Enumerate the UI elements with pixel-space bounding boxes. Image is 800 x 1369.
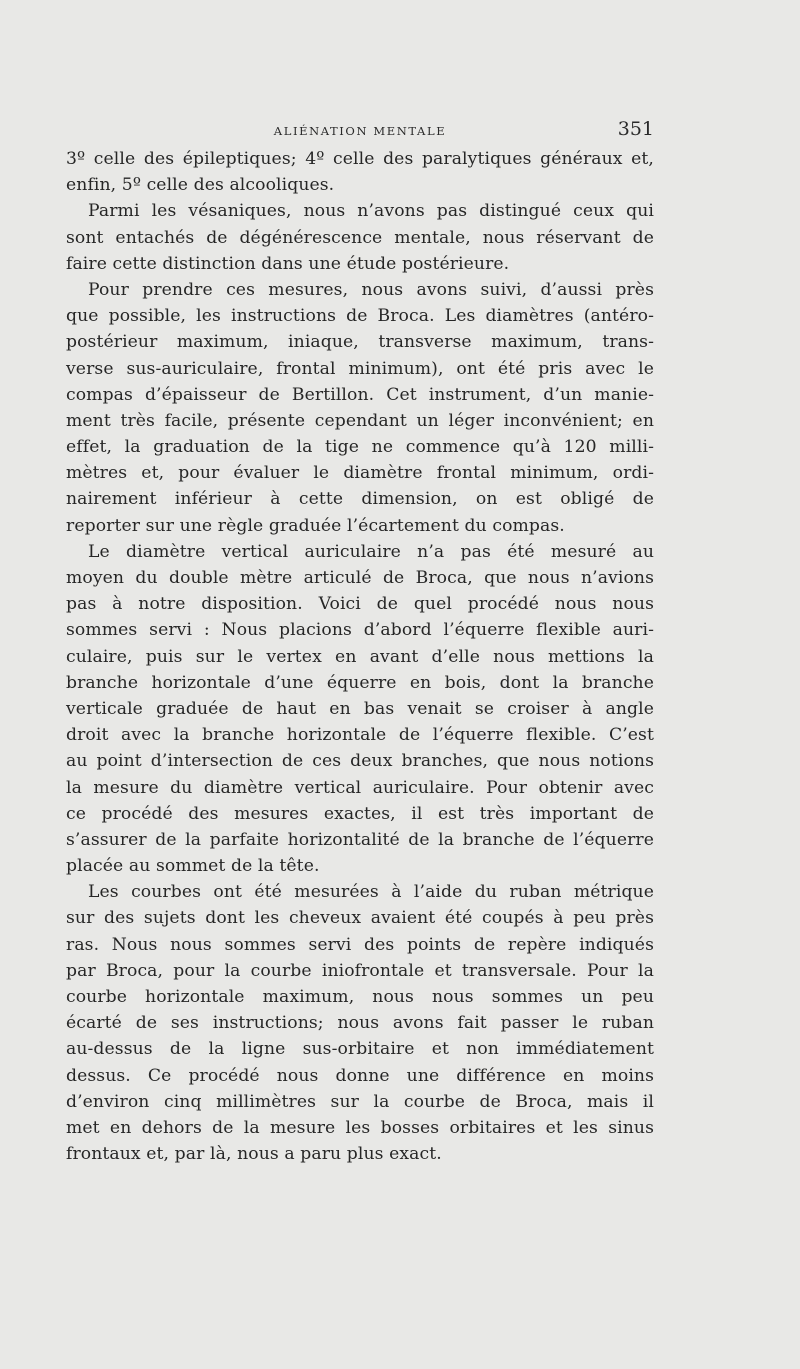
text-line: postérieur maximum, iniaque, transverse maximum, trans- [66,332,654,353]
text-line: pas à notre disposition. Voici de quel procédé nous nous [66,594,654,615]
text-line: dessus. Ce procédé nous donne une différence en moins [66,1065,654,1086]
text-line: mètres et, pour évaluer le diamètre frontal minimum, ordi- [66,463,654,484]
text-line: droit avec la branche horizontale de l’équerre flexible. C’est [66,725,654,746]
text-line: d’environ cinq millimètres sur la courbe de Broca, mais il [66,1091,654,1112]
text-line: compas d’épaisseur de Bertillon. Cet instrument, d’un manie- [66,384,654,405]
paragraph [66,277,654,539]
paragraph [66,879,654,1167]
text-line: 3º celle des épileptiques; 4º celle des paralytiques généraux et, [66,149,654,169]
paragraph [66,198,654,277]
text-line: frontaux et, par là, nous a paru plus exact. [66,1144,442,1165]
text-line: met en dehors de la mesure les bosses orbitaires et les sinus [66,1117,654,1138]
paragraph [66,146,654,198]
text-line: ras. Nous nous sommes servi des points de repère indiqués [66,934,654,955]
page-number: 351 [617,118,654,140]
text-line: Les courbes ont été mesurées à l’aide du ruban métrique [88,882,654,903]
text-line: ment très facile, présente cependant un léger inconvénient; en [66,410,654,431]
text-line: écarté de ses instructions; nous avons fait passer le ruban [66,1013,654,1034]
text-line: la mesure du diamètre vertical auriculaire. Pour obtenir avec [66,777,654,798]
text-line: Le diamètre vertical auriculaire n’a pas été mesuré au [88,541,654,562]
running-head: ALIÉNATION MENTALE [273,124,447,138]
text-line: enfin, 5º celle des alcooliques. [66,175,335,196]
page-header [66,120,654,142]
text-line: branche horizontale d’une équerre en bois, dont la branche [66,672,654,693]
text-line: Parmi les vésaniques, nous n’avons pas distingué ceux qui [88,201,654,222]
text-line: reporter sur une règle graduée l’écartement du compas. [66,515,565,536]
text-line: verticale graduée de haut en bas venait se croiser à angle [66,698,654,719]
body-text [66,146,654,1167]
text-line: culaire, puis sur le vertex en avant d’elle nous mettions la [66,646,654,667]
text-line: faire cette distinction dans une étude postérieure. [66,253,510,274]
text-line: courbe horizontale maximum, nous nous sommes un peu [66,987,654,1007]
text-line: ce procédé des mesures exactes, il est très important de [66,803,654,824]
text-line: sommes servi : Nous placions d’abord l’équerre flexible auri- [66,620,654,641]
text-line: verse sus-auriculaire, frontal minimum), ont été pris avec le [66,358,654,379]
text-line: Pour prendre ces mesures, nous avons suivi, d’aussi près [88,279,654,300]
paragraph [66,539,654,879]
text-line: au point d’intersection de ces deux branches, que nous notions [66,751,654,772]
text-line: que possible, les instructions de Broca. Les diamètres (antéro- [66,306,654,327]
text-line: effet, la graduation de la tige ne commence qu’à 120 milli- [66,437,654,458]
text-line: sur des sujets dont les cheveux avaient été coupés à peu près [66,908,654,929]
text-line: s’assurer de la parfaite horizontalité de la branche de l’équerre [66,829,654,850]
text-line: au-dessus de la ligne sus-orbitaire et non immédiatement [66,1039,654,1060]
text-line: moyen du double mètre articulé de Broca, que nous n’avions [66,568,654,588]
text-line: sont entachés de dégénérescence mentale, nous réservant de [66,227,654,248]
text-line: placée au sommet de la tête. [66,856,320,877]
text-line: nairement inférieur à cette dimension, on est obligé de [66,489,654,510]
text-line: par Broca, pour la courbe iniofrontale et transversale. Pour la [66,960,654,981]
